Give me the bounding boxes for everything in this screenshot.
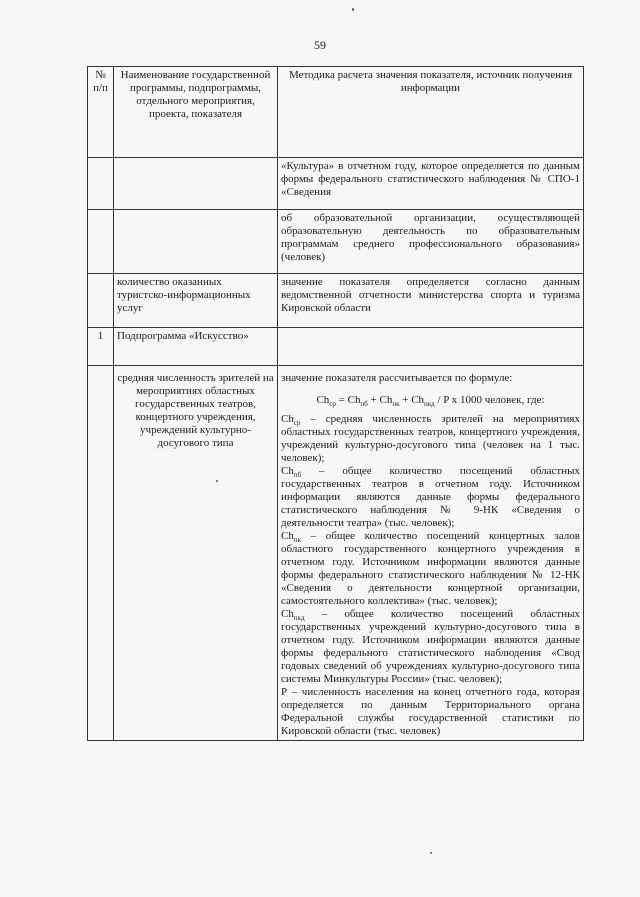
row-number: [88, 274, 114, 328]
table-row-indicator: [88, 366, 584, 741]
scan-speck: [430, 852, 432, 854]
methodology-table: [87, 66, 584, 741]
row-name: средняя численность зрителей на мероприятиях областных государственных театров, концертного учреждения, учреждений культурно-досугового типа: [114, 366, 278, 741]
row-name: количество оказанных туристско-информационных услуг: [114, 274, 278, 328]
table-row: [88, 158, 584, 210]
table-row-subprogram: [88, 328, 584, 366]
table-row: [88, 274, 584, 328]
formula: $Ch_{ср} = Ch_{пб} + Ch_{пк} + Ch_{пкд} / P$ x 1000 человек, где:: [316, 394, 545, 409]
row-method: значение показателя определяется согласно данным ведомственной отчетности министерства спорта и туризма Кировской области: [278, 274, 584, 328]
row-method: об образовательной организации, осуществляющей образовательную деятельность по образовательным программам среднего профессионального образования» (человек): [278, 210, 584, 274]
row-method: [278, 366, 584, 741]
row-name: Подпрограмма «Искусство»: [114, 328, 278, 366]
definition-ch-cp: $Ch_{ср}$ – средняя численность зрителей на мероприятиях областных государственных театров, концертного учреждения, учреждений культурно-досугового типа (человек на 1 тыс. человек);: [281, 413, 580, 464]
table-row: [88, 210, 584, 274]
row-name: [114, 158, 278, 210]
row-method: «Культура» в отчетном году, которое определяется по данным формы федерального статистического наблюдения № СПО-1 «Сведения: [278, 158, 584, 210]
row-name: [114, 210, 278, 274]
header-number: № п/п: [88, 67, 114, 158]
row-number: [88, 210, 114, 274]
formula-intro: значение показателя рассчитывается по формуле:: [281, 372, 513, 384]
definition-ch-pkd: $Ch_{пкд}$ – общее количество посещений областных государственных учреждений культурно-досугового типа в отчетном году. Источником информации являются данные формы федерального статистического наблюдения «Свод годовых сведений об учреждениях культурно-досугового типа системы Минкультуры России» (тыс. человек);: [281, 608, 580, 685]
definition-population: P – численность населения на конец отчетного года, которая определяется по данным Территориального органа Федеральной службы государственной статистики по Кировской области (тыс. человек): [281, 686, 580, 737]
header-method: Методика расчета значения показателя, источник получения информации: [278, 67, 584, 158]
row-number: [88, 366, 114, 741]
table-header-row: [88, 67, 584, 158]
row-method: [278, 328, 584, 366]
scan-speck: [352, 8, 354, 11]
definition-ch-pb: $Ch_{пб}$ – общее количество посещений областных государственных театров в отчетном году. Источником информации являются данные формы федерального статистического наблюдения № 9-НК «Сведения о деятельности театра» (тыс. человек);: [281, 465, 580, 529]
row-number: [88, 158, 114, 210]
row-number: 1: [88, 328, 114, 366]
page-number: 59: [314, 38, 326, 52]
definition-ch-pk: $Ch_{пк}$ – общее количество посещений концертных залов областного государственного концертного учреждения в отчетном году. Источником информации являются данные формы федерального статистического наблюдения № 12-НК «Сведения о деятельности концертной организации, самостоятельного коллектива» (тыс. человек);: [281, 530, 580, 607]
header-name: Наименование государственной программы, подпрограммы, отдельного мероприятия, проекта, показателя: [114, 67, 278, 158]
